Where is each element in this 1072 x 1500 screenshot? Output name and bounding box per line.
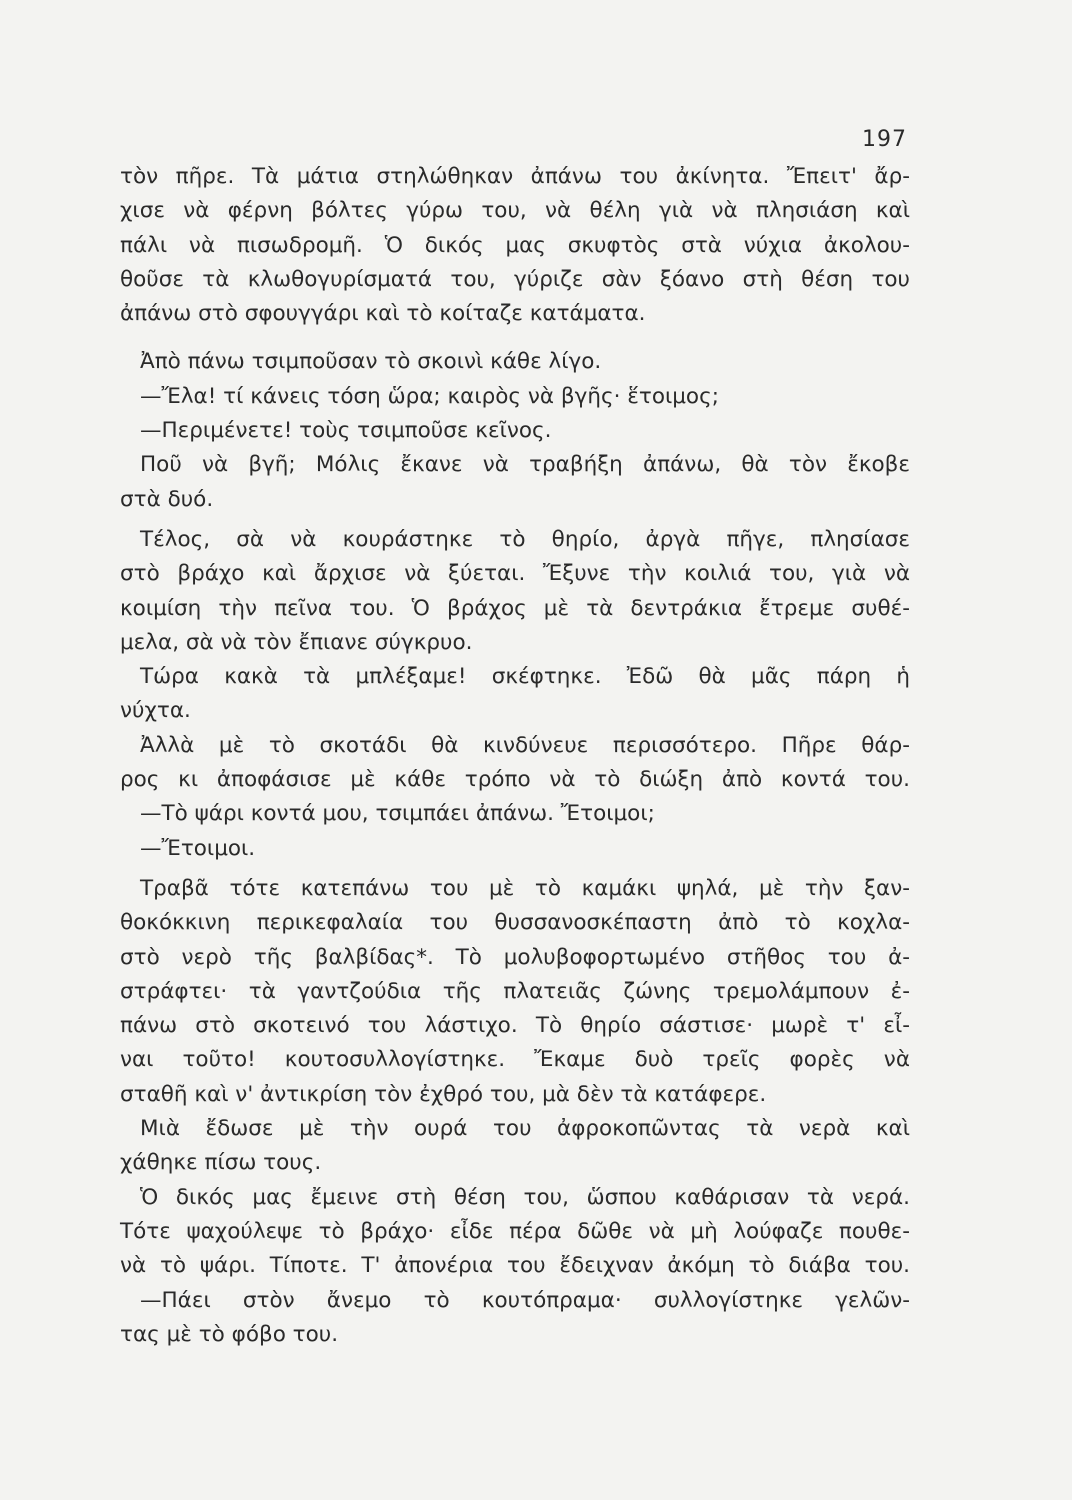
text-line: νὰ τὸ ψάρι. Τίποτε. Τ' ἀπονέρια του ἔδειχναν ἀκόμη τὸ διάβα του. <box>120 1253 910 1279</box>
text-line: Τώρα κακὰ τὰ μπλέξαμε! σκέφτηκε. Ἐδῶ θὰ μᾶς πάρη ἡ <box>140 664 910 690</box>
text-line: —Τὸ ψάρι κοντά μου, τσιμπάει ἀπάνω. Ἔτοιμοι; <box>140 801 655 827</box>
text-line: —Πάει στὸν ἄνεμο τὸ κουτόπραμα· συλλογίστηκε γελῶν- <box>140 1287 910 1313</box>
text-line: τὸν πῆρε. Τὰ μάτια στηλώθηκαν ἀπάνω του ἀκίνητα. Ἔπειτ' ἄρ- <box>120 164 910 189</box>
text-line: χισε νὰ φέρνη βόλτες γύρω του, νὰ θέλη γιὰ νὰ πλησιάση καὶ <box>120 198 910 224</box>
text-line: ἀπάνω στὸ σφουγγάρι καὶ τὸ κοίταζε κατάματα. <box>120 301 646 327</box>
text-line: κοιμίση τὴν πεῖνα του. Ὁ βράχος μὲ τὰ δεντράκια ἔτρεμε συθέ- <box>120 595 910 621</box>
text-line: στὰ δυό. <box>120 486 214 512</box>
text-line: Τότε ψαχούλεψε τὸ βράχο· εἶδε πέρα δῶθε νὰ μὴ λούφαζε πουθε- <box>120 1218 910 1244</box>
text-line: Ἀπὸ πάνω τσιμποῦσαν τὸ σκοινὶ κάθε λίγο. <box>140 349 602 375</box>
text-line: τας μὲ τὸ φόβο του. <box>120 1321 339 1347</box>
text-line: στὸ νερὸ τῆς βαλβίδας*. Τὸ μολυβοφορτωμένο στῆθος του ἀ- <box>120 944 910 970</box>
text-line: Μιὰ ἔδωσε μὲ τὴν ουρά του ἀφροκοπῶντας τὰ νερὰ καὶ <box>140 1116 910 1142</box>
text-line: Τραβᾶ τότε κατεπάνω του μὲ τὸ καμάκι ψηλά, μὲ τὴν ξαν- <box>140 875 910 901</box>
text-line: πάλι νὰ πισωδρομῆ. Ὁ δικός μας σκυφτὸς στὰ νύχια ἀκολου- <box>120 232 910 258</box>
text-line: Ἀλλὰ μὲ τὸ σκοτάδι θὰ κινδύνευε περισσότερο. Πῆρε θάρ- <box>140 732 910 758</box>
text-line: νύχτα. <box>120 698 191 724</box>
text-line: στὸ βράχο καὶ ἄρχισε νὰ ξύεται. Ἔξυνε τὴν κοιλιά του, γιὰ νὰ <box>120 561 910 587</box>
text-line: —Ἔτοιμοι. <box>140 835 256 861</box>
text-line: —Περιμένετε! τοὺς τσιμποῦσε κεῖνος. <box>140 418 552 444</box>
text-line: μελα, σὰ νὰ τὸν ἔπιανε σύγκρυο. <box>120 629 473 655</box>
text-line: Ποῦ νὰ βγῆ; Μόλις ἔκανε νὰ τραβήξη ἀπάνω, θὰ τὸν ἔκοβε <box>140 452 910 478</box>
text-line: θοκόκκινη περικεφαλαία του θυσσανοσκέπαστη ἀπὸ τὸ κοχλα- <box>120 910 910 936</box>
text-line: πάνω στὸ σκοτεινό του λάστιχο. Τὸ θηρίο σάστισε· μωρὲ τ' εἶ- <box>120 1013 910 1039</box>
text-line: θοῦσε τὰ κλωθογυρίσματά του, γύριζε σὰν ξόανο στὴ θέση του <box>120 266 910 292</box>
text-line: ρος κι ἀποφάσισε μὲ κάθε τρόπο νὰ τὸ διώξη ἀπὸ κοντά του. <box>120 767 910 793</box>
page-number: 197 <box>862 127 907 152</box>
text-line: χάθηκε πίσω τους. <box>120 1150 322 1176</box>
text-line: Τέλος, σὰ νὰ κουράστηκε τὸ θηρίο, ἀργὰ πῆγε, πλησίασε <box>140 526 910 552</box>
text-body <box>120 160 910 1352</box>
text-line: ναι τοῦτο! κουτοσυλλογίστηκε. Ἔκαμε δυὸ τρεῖς φορὲς νὰ <box>120 1047 910 1073</box>
text-line: σταθῆ καὶ ν' ἀντικρίση τὸν ἐχθρό του, μὰ δὲν τὰ κατάφερε. <box>120 1081 767 1107</box>
text-line: Ὁ δικός μας ἔμεινε στὴ θέση του, ὥσπου καθάρισαν τὰ νερά. <box>140 1184 910 1210</box>
text-line: —Ἔλα! τί κάνεις τόση ὥρα; καιρὸς νὰ βγῆς· ἕτοιμος; <box>140 383 719 409</box>
text-line: στράφτει· τὰ γαντζούδια τῆς πλατειᾶς ζώνης τρεμολάμπουν ἐ- <box>120 978 910 1004</box>
